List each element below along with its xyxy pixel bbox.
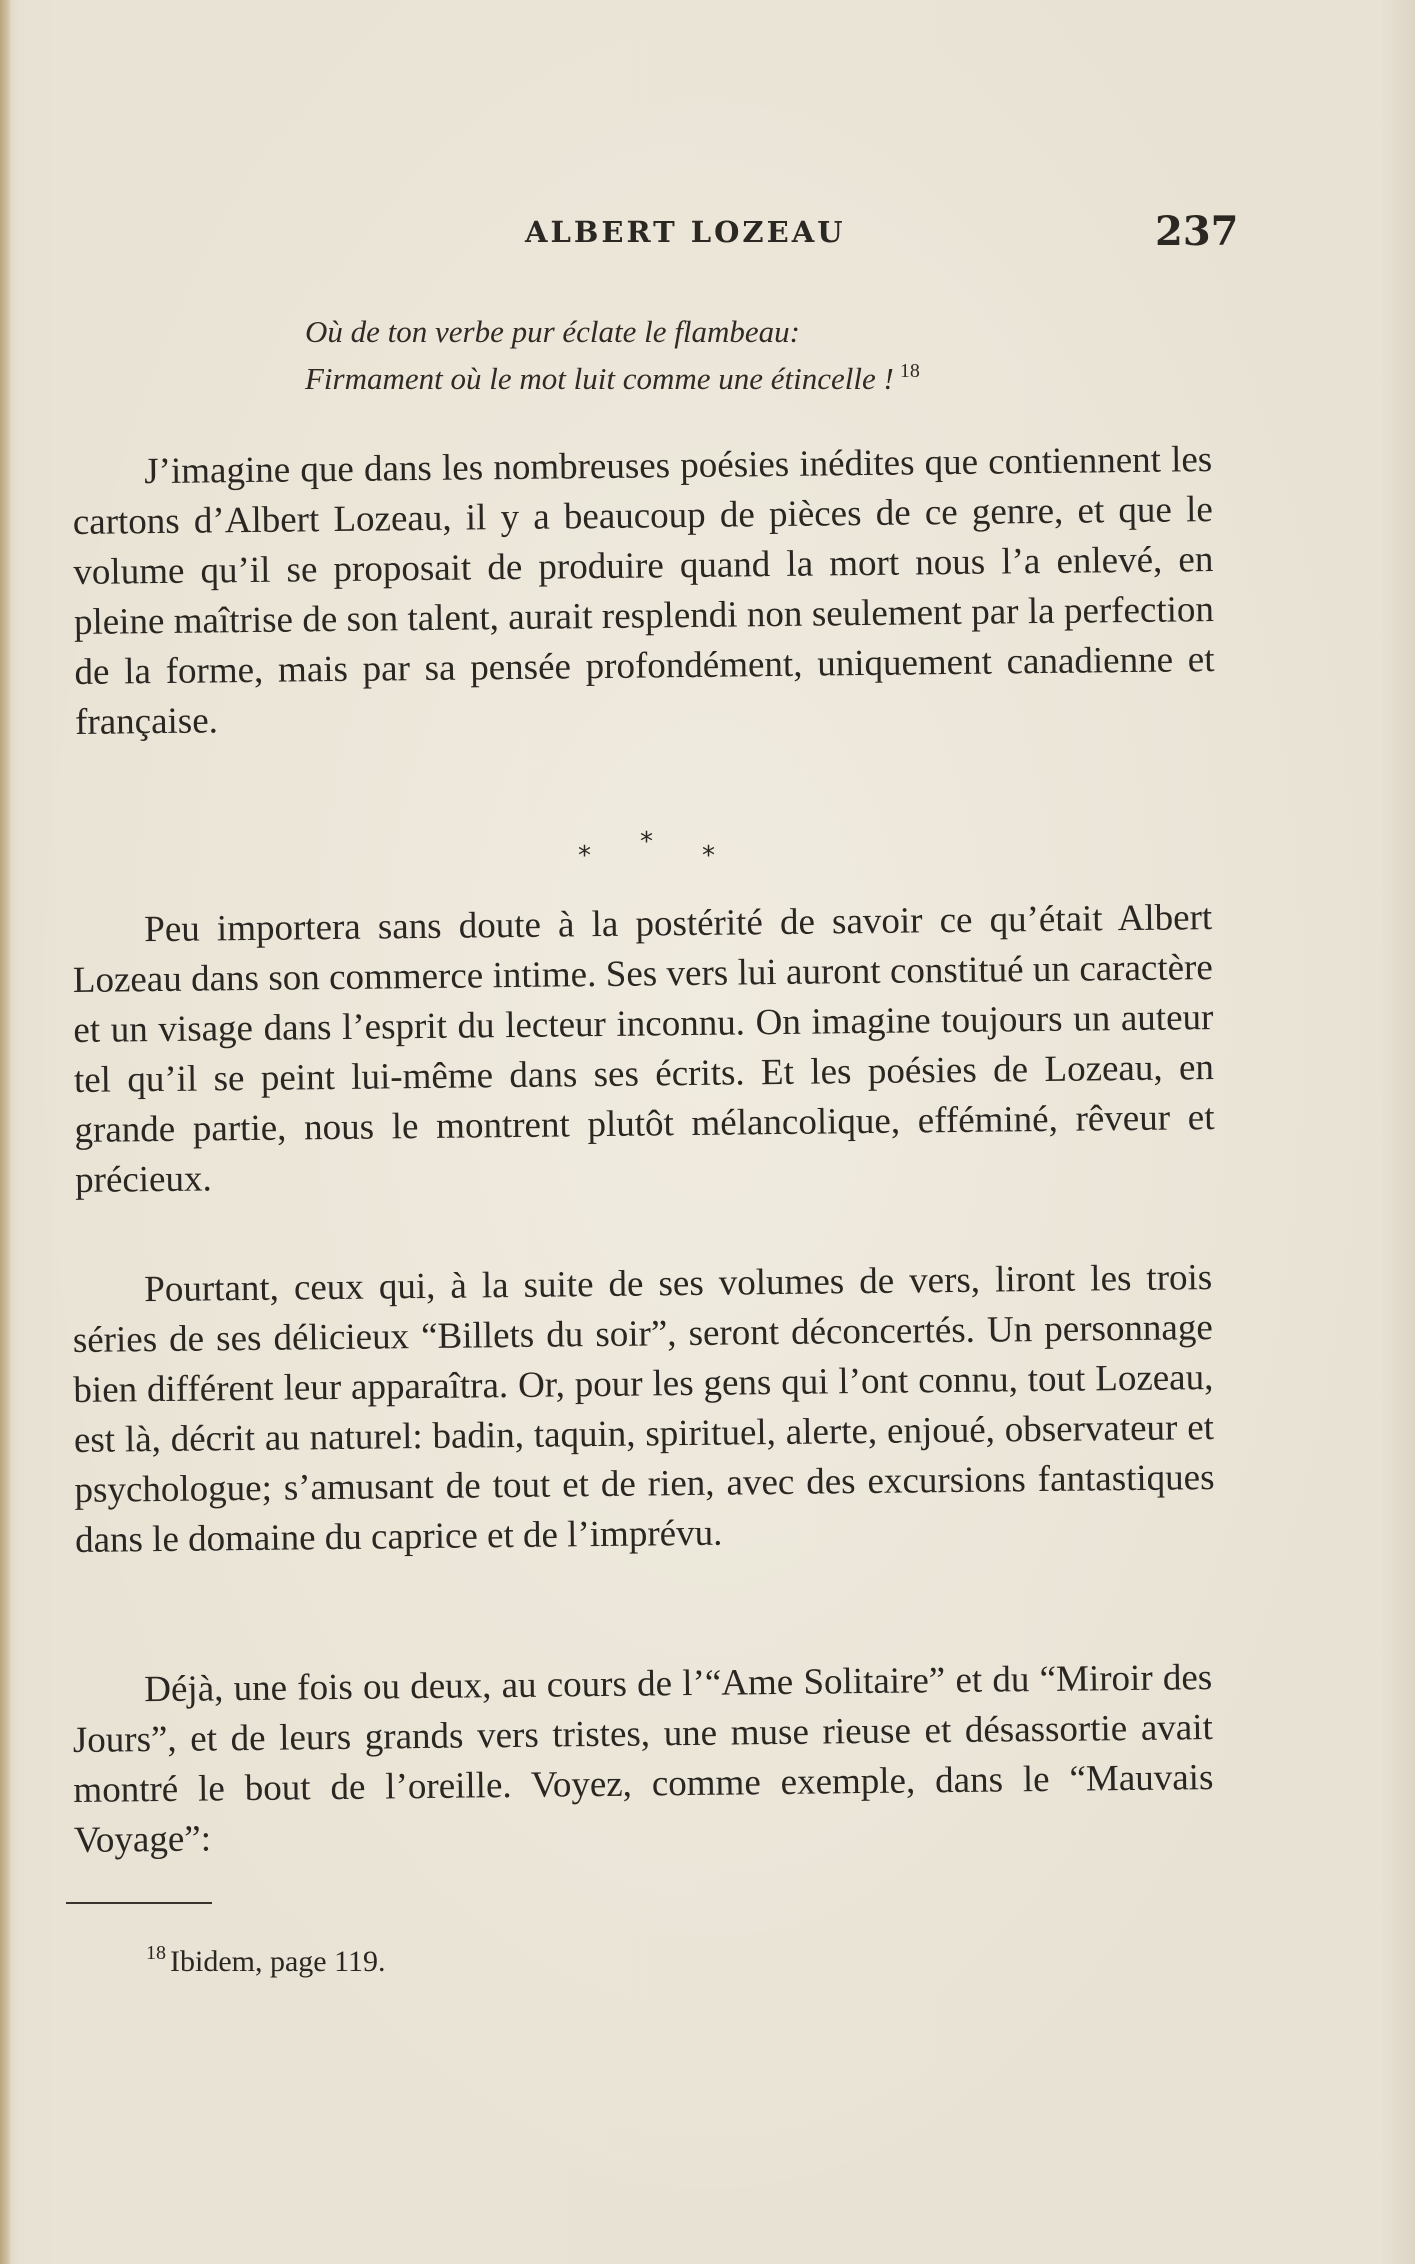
footnote-text: Ibidem, page 119. — [170, 1945, 386, 1978]
page-binding-edge — [0, 0, 10, 2264]
paragraph-text: Déjà, une fois ou deux, au cours de l’“Ame Solitaire” et du “Miroir des Jours”, et de leurs grands vers tristes, une muse rieuse et désassortie avait montré le bout de l’oreille. Voyez, comme exemple, dans le “Mauvais Voyage”: — [72, 1657, 1214, 1861]
paragraph-text: J’imagine que dans les nombreuses poésies inédites que contiennent les cartons d’Albert Lozeau, il y a beaucoup de pièces de ce genre, et que le volume qu’il se proposait de produire quand la mort nous l’a enlevé, en pleine maîtrise de son talent, aurait resplendi non seulement par la perfection de la forme, mais par sa pensée profondément, uniquement canadienne et française. — [72, 439, 1215, 743]
separator-asterisk: * — [578, 841, 591, 871]
separator-asterisk: * — [702, 841, 715, 871]
verse-epigraph — [305, 308, 1205, 402]
section-separator — [578, 827, 718, 871]
running-title: ALBERT LOZEAU — [525, 215, 846, 249]
paragraph-text: Pourtant, ceux qui, à la suite de ses volumes de vers, liront les trois séries de ses délicieux “Billets du soir”, seront déconcertés. Un personnage bien différent leur apparaîtra. Or, pour les gens qui l’ont connu, tout Lozeau, est là, décrit au naturel: badin, taquin, spirituel, alerte, enjoué, observateur et psychologue; s’amusant de tout et de rien, avec des excursions fantastiques dans le domaine du caprice et de l’imprévu. — [72, 1257, 1215, 1561]
footnote — [146, 1942, 386, 1979]
paragraph-4 — [72, 1653, 1214, 1866]
verse-line: Où de ton verbe pur éclate le flambeau: — [305, 314, 800, 349]
paragraph-text: Peu importera sans doute à la postérité de savoir ce qu’était Albert Lozeau dans son commerce intime. Ses vers lui auront constitué un caractère et un visage dans l’esprit du lecteur inconnu. On imagine toujours un auteur tel qu’il se peint lui-même dans ses écrits. Et les poésies de Lozeau, en grande partie, nous le montrent plutôt mélancolique, efféminé, rêveur et précieux. — [72, 897, 1215, 1201]
footnote-rule — [66, 1902, 212, 1904]
footnote-reference: 18 — [899, 360, 920, 382]
verse-line-text: Firmament où le mot luit comme une étincelle ! — [305, 361, 894, 396]
paragraph-3 — [72, 1253, 1215, 1566]
page-number: 237 — [1155, 208, 1239, 255]
separator-asterisk: * — [640, 827, 653, 857]
footnote-number: 18 — [146, 1942, 166, 1964]
paragraph-2 — [72, 893, 1215, 1206]
verse-line — [305, 355, 1205, 402]
paragraph-1 — [72, 435, 1215, 748]
